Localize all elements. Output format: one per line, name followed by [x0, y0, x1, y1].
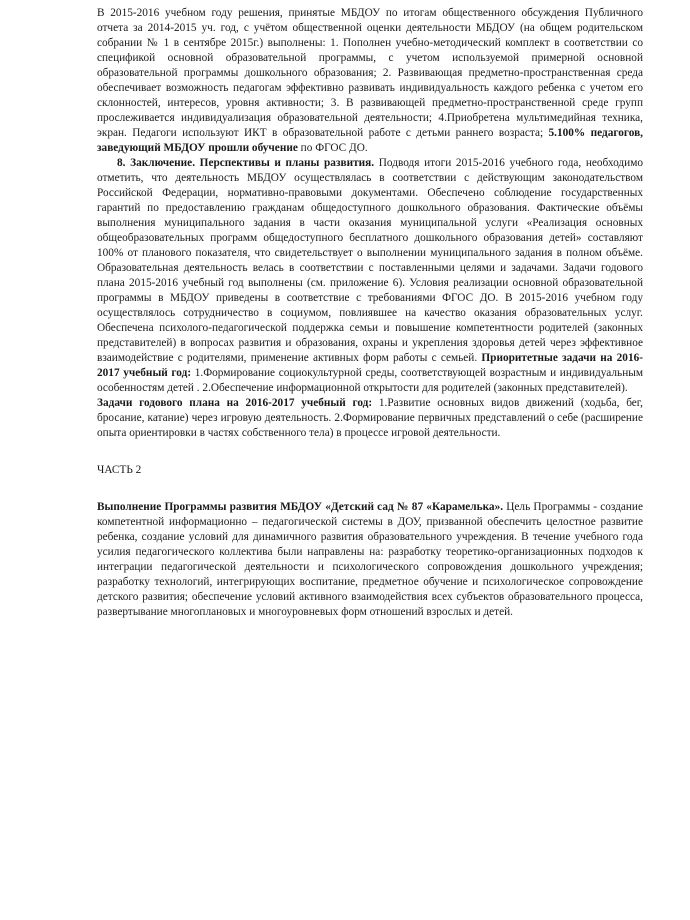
program-heading: Выполнение Программы развития МБДОУ «Детский сад № 87 «Карамелька». — [97, 501, 504, 513]
annual-text: 1.Развитие основных видов движений (ходьба, бег, бросание, катание) через игровую деятельность. 2.Формирование первичных представлений о себе (расширение опыта ориентировки в частях собственного тела) в процессе игровой деятельности. — [97, 397, 643, 439]
paragraph-program — [97, 500, 643, 620]
decisions-bold-text: 5.100% педагогов, заведующий МБДОУ прошли обучение — [97, 127, 643, 154]
document-page — [97, 6, 643, 620]
spacer — [97, 478, 643, 500]
part-2-heading: ЧАСТЬ 2 — [97, 464, 142, 476]
priority-text: 1.Формирование социокультурной среды, соответствующей возрастным и индивидуальным особенностям детей . 2.Обеспечение информационной открытости для родителей (законных представителей). — [97, 367, 643, 394]
spacer — [97, 441, 643, 463]
paragraph-annual-tasks — [97, 396, 643, 441]
paragraph-conclusion — [97, 156, 643, 396]
priority-heading: Приоритетные задачи на 2016-2017 учебный год: — [97, 352, 644, 379]
program-text: Цель Программы - создание компетентной информационно – педагогической системы в ДОУ, призванной обеспечить целостное развитие ребенка, создание условий для динамичного развития образовательного учреждения. В течение учебного года усилия педагогического коллектива были направлены на: разработку теоретико-организационных подходов к интеграции педагогической деятельности и психологического сопровождения дошкольного учреждения; разработку технологий, интегрирующих воспитание, предметное обучение и психологическое сопровождение детского развития; обеспечение условий активного взаимодействия всех субъектов образовательного процесса, развертывание многоплановых и многоуровневых форм отношений взрослых и детей. — [97, 501, 643, 618]
decisions-text: В 2015-2016 учебном году решения, принятые МБДОУ по итогам общественного обсуждения Публичного отчета за 2014-2015 уч. год, с учётом общественной оценки деятельности МБДОУ (на общем родительском собрании № 1 в сентябре 2015г.) выполнены: 1. Пополнен учебно-методический комплект в соответствии со спецификой основной образовательной программы, с учетом используемой примерной основной образовательной программы дошкольного образования; 2. Развивающая предметно-пространственная среда обеспечивает возможность педагогам эффективно развивать индивидуальность каждого ребенка с учетом его склонностей, интересов, уровня активности; 3. В развивающей предметно-пространственной среде групп прослеживается индивидуализация образовательной деятельности; 4.Приобретена мультимедийная техника, экран. Педагоги используют ИКТ в образовательной работе с детьми раннего возраста; — [97, 7, 643, 139]
section-8-heading: 8. Заключение. Перспективы и планы развития. — [117, 157, 375, 169]
annual-heading: Задачи годового плана на 2016-2017 учебный год: — [97, 397, 373, 409]
section-8-text: Подводя итоги 2015-2016 учебного года, необходимо отметить, что деятельность МБДОУ осуществлялась в соответствии с действующим законодательством Российской Федерации, нормативно-правовыми документами. Обеспечено соблюдение государственных гарантий по предоставлению гражданам общедоступного дошкольного образования. Фактические объёмы выполнения муниципального задания в части оказания муниципальной услуги «Реализация основных общеобразовательных программ общедоступного бесплатного дошкольного образования детей» составляют 100% от планового показателя, что свидетельствует о выполнении муниципального задания в полном объёме. Образовательная деятельность велась в соответствии с поставленными целями и задачами. Задачи годового плана 2015-2016 учебный год выполнены (см. приложение 6). Условия реализации основной образовательной программы в МБДОУ приведены в соответствие с требованиями ФГОС ДО. В 2015-2016 учебном году осуществлялось сотрудничество в социумом, повлиявшее на качество оказания образовательных услуг. Обеспечена психолого-педагогической поддержка семьи и повышение компетентности родителей (законных представителей) в вопросах развития и образования, охраны и укрепления здоровья детей через эффективное взаимодействие с родителями, применение активных форм работы с семьей. — [97, 157, 643, 364]
decisions-end-text: по ФГОС ДО. — [297, 142, 368, 154]
paragraph-decisions — [97, 6, 643, 156]
